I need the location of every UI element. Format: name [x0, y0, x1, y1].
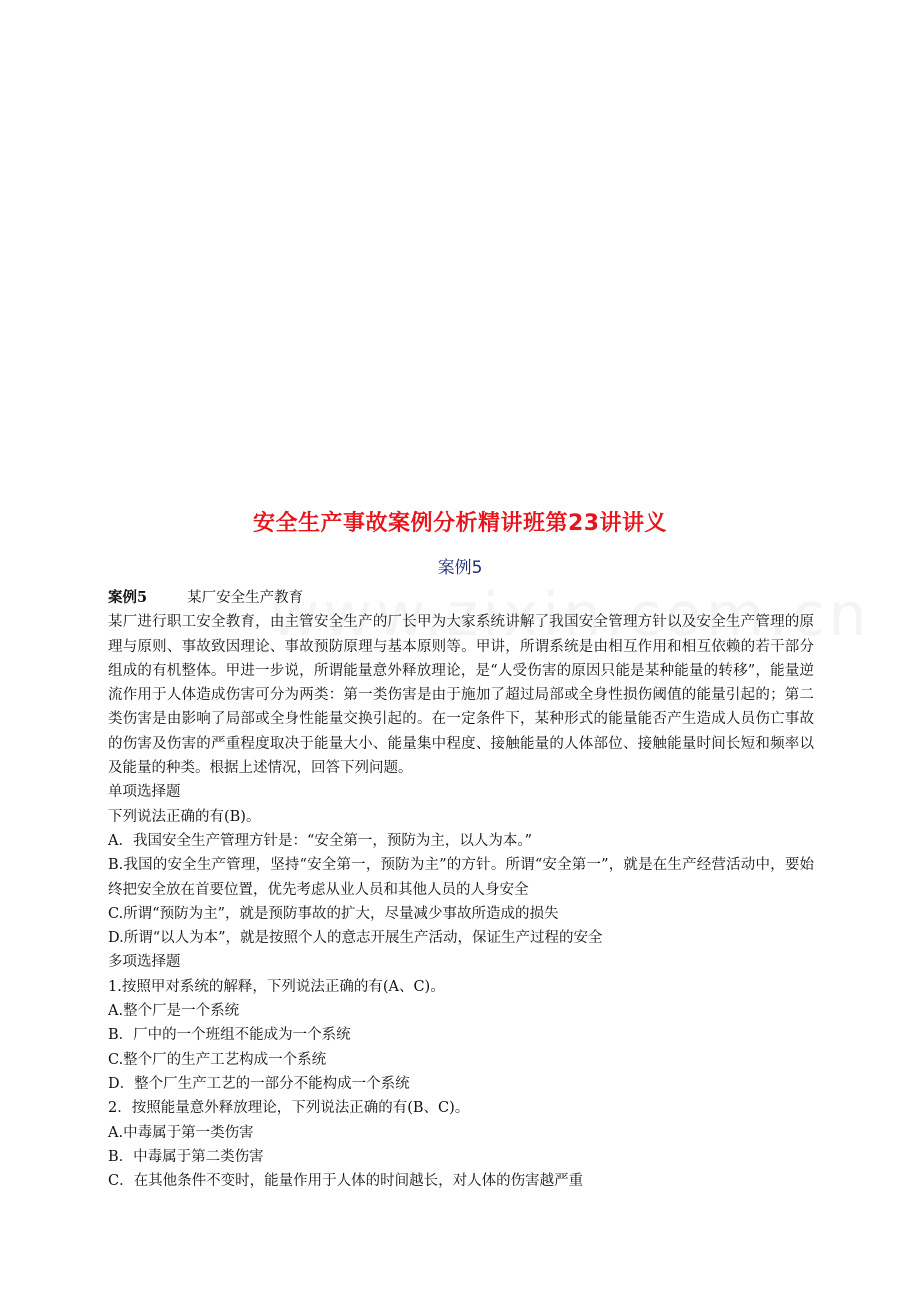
multi-choice-heading: 多项选择题: [108, 954, 181, 971]
document-subtitle: 案例5: [437, 558, 483, 578]
multi-choice-q2-option-c: C．在其他条件不变时，能量作用于人体的时间越长，对人体的伤害越严重: [108, 1173, 584, 1190]
document-body: [108, 586, 814, 1193]
case-name: 某厂安全生产教育: [187, 590, 304, 606]
single-choice-heading: 单项选择题: [108, 784, 181, 801]
document-title: 安全生产事故案例分析精讲班第23讲讲义: [252, 511, 668, 536]
single-choice-option-a: A．我国安全生产管理方针是：“安全第一，预防为主，以人为本。”: [108, 832, 533, 849]
case-label: 案例5: [108, 589, 148, 606]
multi-choice-q1-option-b: B．厂中的一个班组不能成为一个系统: [108, 1027, 351, 1044]
case-intro-paragraph: 某厂进行职工安全教育，由主管安全生产的厂长甲为大家系统讲解了我国安全管理方针以及安全生产管理的原理与原则、事故致因理论、事故预防原理与基本原则等。甲讲，所谓系统是由相互作用和相互依赖的若干部分组成的有机整体。甲进一步说，所谓能量意外释放理论，是“人受伤害的原因只能是某种能量的转移”，能量逆流作用于人体造成伤害可分为两类：第一类伤害是由于施加了超过局部或全身性损伤阈值的能量引起的；第二类伤害是由影响了局部或全身性能量交换引起的。在一定条件下，某种形式的能量能否产生造成人员伤亡事故的伤害及伤害的严重程度取决于能量大小、能量集中程度、接触能量的人体部位、接触能量时间长短和频率以及能量的种类。根据上述情况，回答下列问题。: [108, 614, 814, 777]
single-choice-option-d: D.所谓“以人为本”，就是按照个人的意志开展生产活动，保证生产过程的安全: [108, 930, 603, 947]
single-choice-question: 下列说法正确的有(B)。: [108, 808, 261, 825]
single-choice-option-b: B.我国的安全生产管理，坚持“安全第一，预防为主”的方针。所谓“安全第一”，就是在生产经营活动中，要始终把安全放在首要位置，优先考虑从业人员和其他人员的人身安全: [108, 857, 814, 898]
multi-choice-q2-option-b: B．中毒属于第二类伤害: [108, 1148, 264, 1165]
case-heading: [108, 586, 814, 610]
multi-choice-q1-option-c: C.整个厂的生产工艺构成一个系统: [108, 1051, 327, 1068]
multi-choice-q2-question: 2．按照能量意外释放理论，下列说法正确的有(B、C)。: [108, 1100, 470, 1117]
multi-choice-q1-question: 1.按照甲对系统的解释，下列说法正确的有(A、C)。: [108, 978, 445, 995]
multi-choice-q2-option-a: A.中毒属于第一类伤害: [108, 1124, 254, 1141]
single-choice-option-c: C.所谓“预防为主”，就是预防事故的扩大，尽量减少事故所造成的损失: [108, 905, 559, 922]
multi-choice-q1-option-a: A.整个厂是一个系统: [108, 1003, 240, 1020]
multi-choice-q1-option-d: D．整个厂生产工艺的一部分不能构成一个系统: [108, 1075, 410, 1092]
